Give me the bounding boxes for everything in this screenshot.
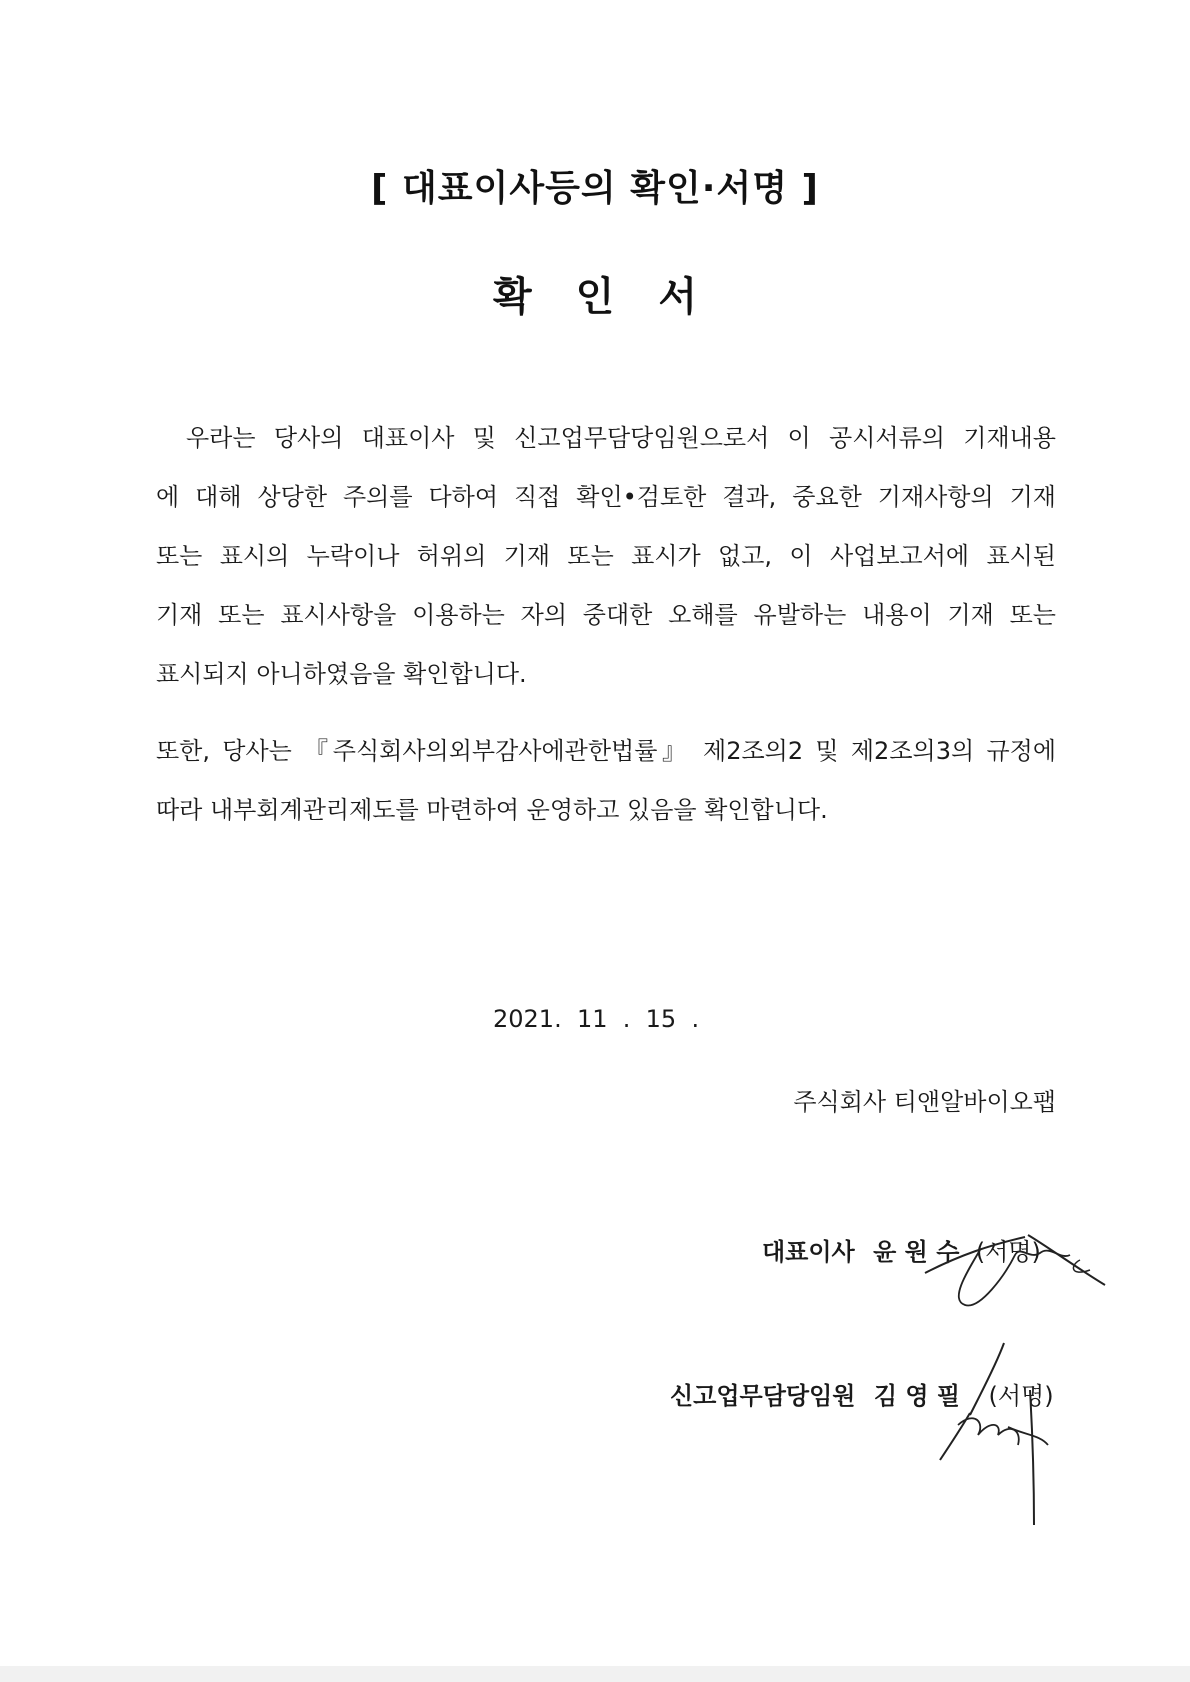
signer-row-officer [670, 1376, 1054, 1411]
company-name: 주식회사 티앤알바이오팹 [793, 1088, 1056, 1116]
signature-mark-label: (서명) [975, 1238, 1041, 1266]
signer-name: 김 영 필 [873, 1382, 961, 1410]
paragraph-1-line-4: 기재 또는 표시사항을 이용하는 자의 중대한 오해를 유발하는 내용이 기재 또는 [156, 601, 1056, 629]
paragraph-1-line-2: 에 대해 상당한 주의를 다하여 직접 확인•검토한 결과, 중요한 기재사항의 기재 [156, 483, 1056, 511]
signer-role: 대표이사 [762, 1238, 855, 1266]
document-title-char: 확 [493, 274, 532, 320]
signer-role: 신고업무담당임원 [670, 1382, 856, 1410]
officer-handwritten-signature [930, 1335, 1060, 1530]
signature-mark-label: (서명) [988, 1382, 1054, 1410]
paragraph-2-line-2: 따라 내부회계관리제도를 마련하여 운영하고 있음을 확인합니다. [156, 796, 828, 824]
scan-bottom-edge [0, 1666, 1190, 1682]
paragraph-1-line-3: 또는 표시의 누락이나 허위의 기재 또는 표시가 없고, 이 사업보고서에 표시된 [156, 542, 1056, 570]
document-title [0, 265, 1190, 322]
signer-name: 윤 원 수 [873, 1238, 960, 1266]
paragraph-2-line-1: 또한, 당사는 『주식회사의외부감사에관한법률』 제2조의2 및 제2조의3의 규정에 [156, 737, 1056, 765]
signer-row-ceo [762, 1232, 1041, 1267]
paragraph-1-line-1: 우라는 당사의 대표이사 및 신고업무담당임원으로서 이 공시서류의 기재내용 [186, 424, 1056, 452]
document-title-char: 인 [575, 274, 615, 320]
paragraph-1-line-5: 표시되지 아니하였음을 확인합니다. [156, 660, 527, 688]
document-title-char: 서 [658, 274, 697, 320]
document-date: 2021. 11 . 15 . [493, 1005, 700, 1033]
header-title: [ 대표이사등의 확인·서명 ] [371, 168, 819, 209]
